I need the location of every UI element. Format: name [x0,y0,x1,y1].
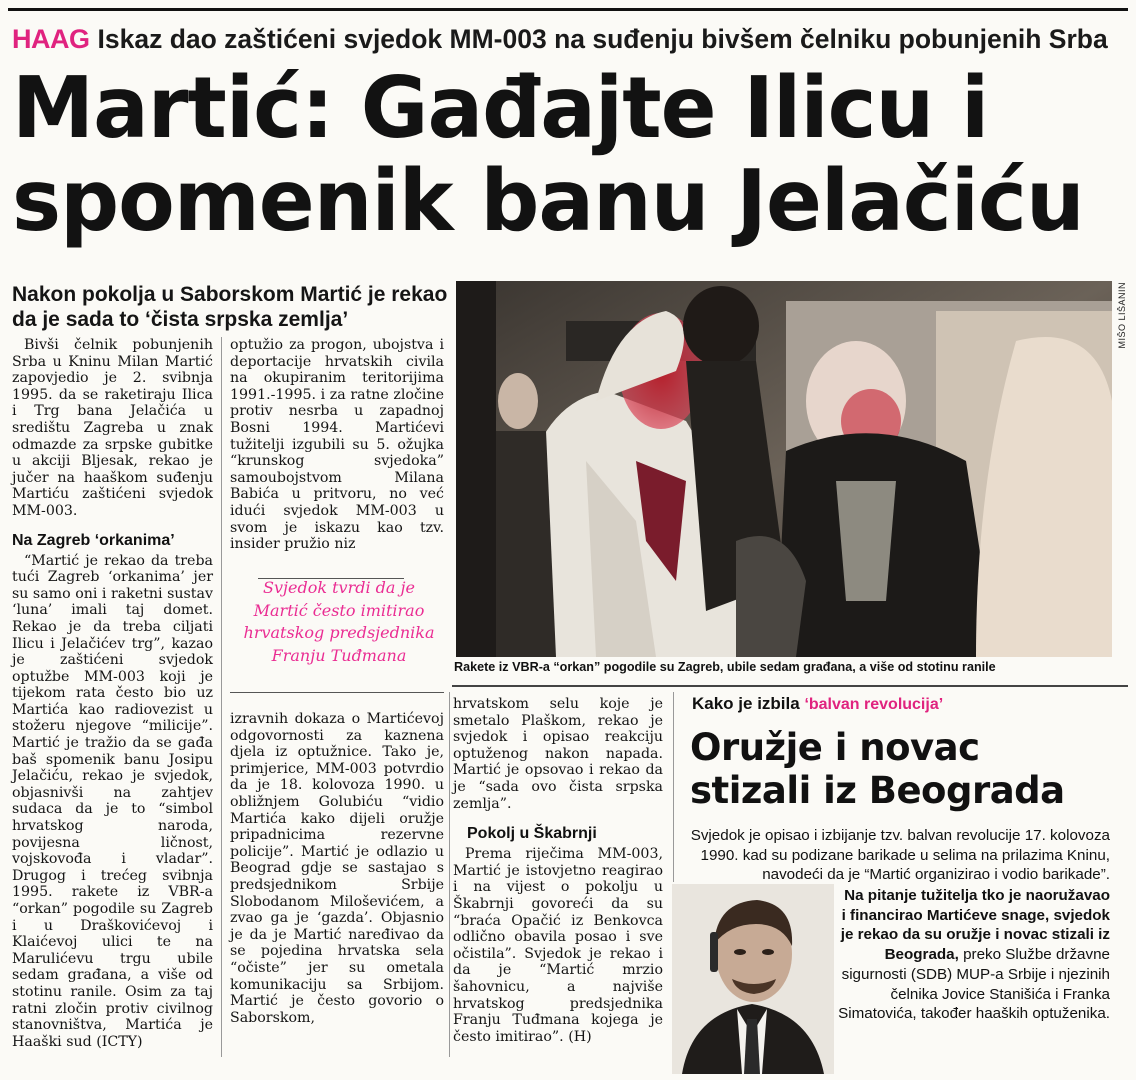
column-separator [673,692,674,882]
sidebar-kicker-text: Kako je izbila [692,694,800,713]
sidebar-kicker-highlight: ‘balvan revolucija’ [804,696,944,713]
col3-crosshead: Pokolj u Škabrnji [467,825,597,843]
pullquote-rule-bottom [230,692,444,693]
sidebar-paragraph-1 [688,826,1110,885]
col3-paragraph-1: hrvatskom selu koje je smetalo Plaškom, rekao je svjedok i opisao reakciju optuženog nakon napada. Martić je opsovao i rekao da je “sada ovo čista srpska zemlja”. [453,696,663,812]
col2-paragraph-2: izravnih dokaza o Martićevoj odgovornosti za kaznena djela iz optužnice. Tako je, primjerice, MM-003 potvrdio da je 18. kolovoza 1990. u obližnjem Golubiću “vidio Martića kako dijeli oružje pripadnicima rezervne policije”. Martić je odlazio u Beograd gdje se sastajao s predsjednikom Srbije Slobodanom Miloševićem, a zvao ga je ‘gazda’. Objasnio je da je Martić naređivao da se pojedina hrvatska sela “očiste” jer su ometala komunikaciju sa Srbijom. Martić je često govorio o Saborskom, [230,711,444,1026]
witness-portrait [672,884,834,1074]
top-rule [8,8,1128,11]
subheadline: Nakon pokolja u Saborskom Martić je rekao da je sada to ‘čista srpska zemlja’ [12,283,448,331]
news-photo [456,281,1112,657]
article-column-2-bottom [230,711,444,1026]
article-column-3 [453,696,663,1045]
article-column-1 [12,337,213,1050]
sidebar-kicker [692,694,943,714]
sidebar-paragraph-2-rest: preko Službe državne sigurnosti (SDB) MUP-a Srbije i njezinih čelnika Jovice Stanišića i Franka Simatovića, također haaških optuženika. [838,946,1110,1023]
kicker [12,24,1127,60]
sidebar-headline [690,726,1130,812]
col2-paragraph-1: optužio za progon, ubojstva i deportacije hrvatskih civila na okupiranim teritorijima 1991.-1995. i za ratne zločine protiv nesrba u zapadnoj Bosni 1994. Martićevi tužitelji izgubili su 5. ožujka “krunskog svjedoka” samoubojstvom Milana Babića u pritvoru, no već idući svjedok MM-003 u svom je iskazu kao tzv. insider pružio niz [230,337,444,553]
sidebar-headline-line-1: Oružje i novac [690,726,980,769]
sidebar-paragraph-2 [838,886,1110,1024]
kicker-tag: HAAG [12,24,90,54]
photo-credit: MIŠO LIŠANIN [1117,282,1127,349]
photo-illustration [456,281,1112,657]
pullquote: Svjedok tvrdi da je Martić često imitirao hrvatskog predsjednika Franju Tuđmana [243,578,435,665]
sidebar-paragraph-1-text: Svjedok je opisao i izbijanje tzv. balvan revolucije 17. kolovoza 1990. kad su podizane barikade u selima na prilazima Kninu, navodeći da je “Martić organizirao i vodio barikade”. [690,827,1110,884]
col1-crosshead: Na Zagreb ‘orkanima’ [12,531,175,549]
sidebar-rule [452,685,1128,687]
col1-paragraph-2: “Martić je rekao da treba tući Zagreb ‘orkanima’ jer su samo oni i raketni sustav ‘luna’ imali taj domet. Rekao je da treba ciljati Ilicu i Jelačićev trg”, kazao je zaštićeni svjedok optužbe MM-003 koji je tijekom rata često bio uz Martića kao radiovezist u stožeru njegove “milicije”. Martić je tražio da se gađa baš spomenik banu Josipu Jelačiću, rekao je svjedok, objasnivši na zahtjev sudaca da je to “simbol hrvatskog naroda, povijesna ličnost, vojskovođa i vladar”. Drugog i trećeg svibnja 1995. rakete iz VBR-a “orkan” pogodile su Zagreb i u Draškovićevoj i Klaićevoj ulici te na Marulićevu trgu ubile sedam građana, a više od stotinu ranile. Osim za taj ratni zločin protiv civilnog stanovništva, Martića je Haaški sud (ICTY) [12,552,213,1050]
col1-paragraph-1: Bivši čelnik pobunjenih Srba u Kninu Milan Martić zapovjedio je 2. svibnja 1995. da se raketiraju Ilica i Trg bana Jelačića u središtu Zagreba u znak odmazde za srpske gubitke u akciji Bljesak, rekao je jučer na haaškom suđenju Martiću zaštićeni svjedok MM-003. [12,337,213,519]
column-separator [449,692,450,1057]
column-separator [221,337,222,1057]
sidebar-paragraph-2-bold: Na pitanje tužitelja tko je naoružavao i financirao Martićeve snage, svjedok je rekao da su oružje i novac stizali iz Beograda, [840,887,1110,964]
portrait-illustration [672,884,834,1074]
headline-line-2: spomenik banu Jelačiću [12,152,1084,251]
col3-paragraph-2: Prema riječima MM-003, Martić je istovjetno reagirao i na vijest o pokolju u Škabrnji govoreći da su “braća Opačić iz Benkovca odlično obavila posao i sve očistila”. Svjedok je rekao i da je “Martić mrzio šahovnicu, a najviše hrvatskog predsjednika Franju Tuđmana kojega je često imitirao”. (H) [453,846,663,1045]
headline [12,59,1124,251]
headline-line-1: Martić: Gađajte Ilicu i [12,59,989,158]
photo-caption: Rakete iz VBR-a “orkan” pogodile su Zagreb, ubile sedam građana, a više od stotinu ranile [454,660,996,674]
sidebar-headline-line-2: stizali iz Beograda [690,769,1065,812]
article-column-2-top [230,337,444,553]
kicker-text: Iskaz dao zaštićeni svjedok MM-003 na suđenju bivšem čelniku pobunjenih Srba [97,24,1108,54]
